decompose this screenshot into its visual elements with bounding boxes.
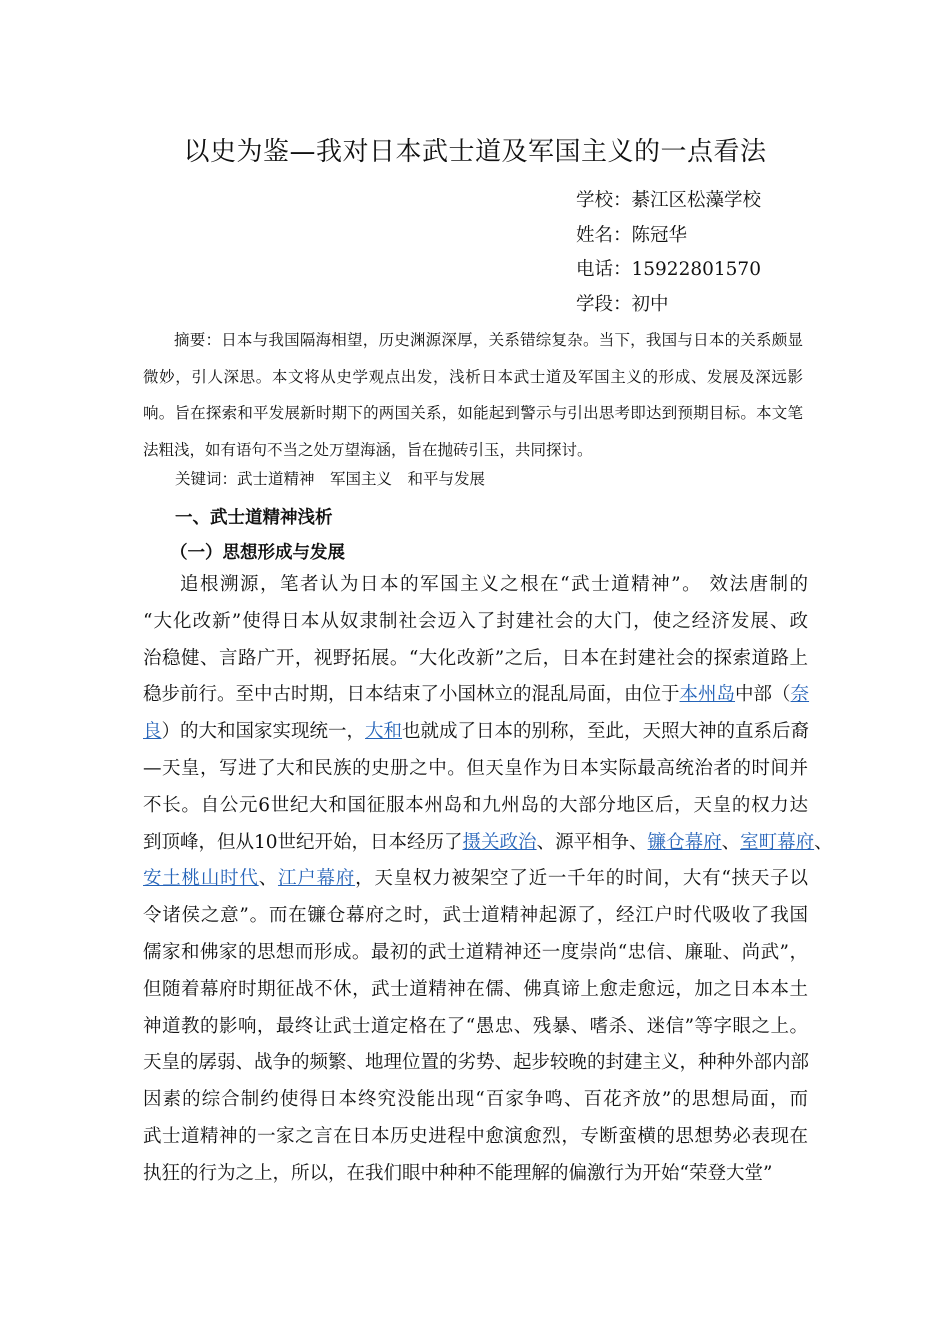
body-text: 也就成了日本的别称，至此，天照大神的直系后裔 [402,721,810,743]
body-line [143,825,833,862]
body-text: 中部（ [735,684,791,706]
body-text: 到顶峰，但从10世纪开始，日本经历了 [143,831,463,853]
body-line [143,714,808,751]
link-sekkan-seiji[interactable]: 摄关政治 [462,831,537,853]
phone-line: 电话：15922801570 [576,259,761,280]
author-info [576,184,761,322]
link-honshu[interactable]: 本州岛 [679,684,736,706]
subsection-heading: （一）思想形成与发展 [170,543,345,563]
body-line: 治稳健、言路广开，视野拓展。“大化改新”之后，日本在封建社会的探索道路上 [143,647,808,669]
stage-line: 学段：初中 [576,293,669,315]
body-line: 不长。自公元6世纪大和国征服本州岛和九州岛的大部分地区后，天皇的权力达 [143,794,808,816]
body-line: 武士道精神的一家之言在日本历史进程中愈演愈烈，专断蛮横的思想势必表现在 [143,1125,808,1147]
body-line: 追根溯源，笔者认为日本的军国主义之根在“武士道精神”。 效法唐制的 [180,574,808,595]
body-paragraph [143,567,833,1193]
document-title: 以史为鉴—我对日本武士道及军国主义的一点看法 [183,137,767,167]
abstract-paragraph: 摘要：日本与我国隔海相望，历史渊源深厚，关系错综复杂。当下，我国与日本的关系颇显微妙，引人深思。本文将从史学观点出发，浅析日本武士道及军国主义的形成、发展及深远影响。旨在探索和平发展新时期下的两国关系，如能起到警示与引出思考即达到预期目标。本文笔法粗浅，如有语句不当之处万望海涵，旨在抛砖引玉，共同探讨。 [143,331,803,459]
body-text: 、源平相争、 [536,831,648,853]
link-yamato[interactable]: 大和 [365,721,403,743]
body-line: 神道教的影响，最终让武士道定格在了“愚忠、残暴、嗜杀、迷信”等字眼之上。 [143,1015,808,1037]
body-line: 因素的综合制约使得日本终究没能出现“百家争鸣、百花齐放”的思想局面，而 [143,1089,808,1111]
body-line: 儒家和佛家的思想而形成。最初的武士道精神还一度崇尚“忠信、廉耻、尚武”， [143,941,808,963]
link-azuchi-momoyama[interactable]: 安土桃山时代 [143,868,259,890]
section-heading: 一、武士道精神浅析 [175,508,333,528]
body-line: —天皇，写进了大和民族的史册之中。但天皇作为日本实际最高统治者的时间并 [143,757,808,779]
body-line: 但随着幕府时期征战不休，武士道精神在儒、佛真谛上愈走愈远，加之日本本土 [143,978,808,1000]
body-text: 、 [258,868,278,890]
body-line: 执狂的行为之上，所以，在我们眼中种种不能理解的偏激行为开始“荣登大堂” [143,1162,773,1184]
name-line: 姓名：陈冠华 [576,224,688,246]
body-line: “大化改新”使得日本从奴隶制社会迈入了封建社会的大门，使之经济发展、政 [143,610,808,632]
body-line: 令诸侯之意”。而在镰仓幕府之时，武士道精神起源了，经江户时代吸收了我国 [143,905,808,927]
body-text: ）的大和国家实现统一， [161,721,366,743]
link-kamakura-shogunate[interactable]: 镰仓幕府 [647,831,722,853]
link-nara[interactable]: 良 [143,721,162,743]
link-nara[interactable]: 奈 [790,684,810,706]
body-line [143,677,808,714]
body-text: 、 [721,831,741,853]
body-text: 稳步前行。至中古时期，日本结束了小国林立的混乱局面，由位于 [143,684,680,706]
body-line: 天皇的孱弱、战争的频繁、地理位置的劣势、起步较晚的封建主义，种种外部内部 [143,1052,810,1074]
school-line: 学校：綦江区松藻学校 [576,190,762,211]
link-edo-shogunate[interactable]: 江户幕府 [277,868,356,890]
body-text: ，天皇权力被架空了近一千年的时间，大有“挟天子以 [355,868,808,890]
link-muromachi-shogunate[interactable]: 室町幕府 [740,831,815,853]
body-line [143,861,808,898]
keywords-line: 关键词：武士道精神 军国主义 和平与发展 [175,470,486,488]
body-text: 、 [814,831,833,853]
